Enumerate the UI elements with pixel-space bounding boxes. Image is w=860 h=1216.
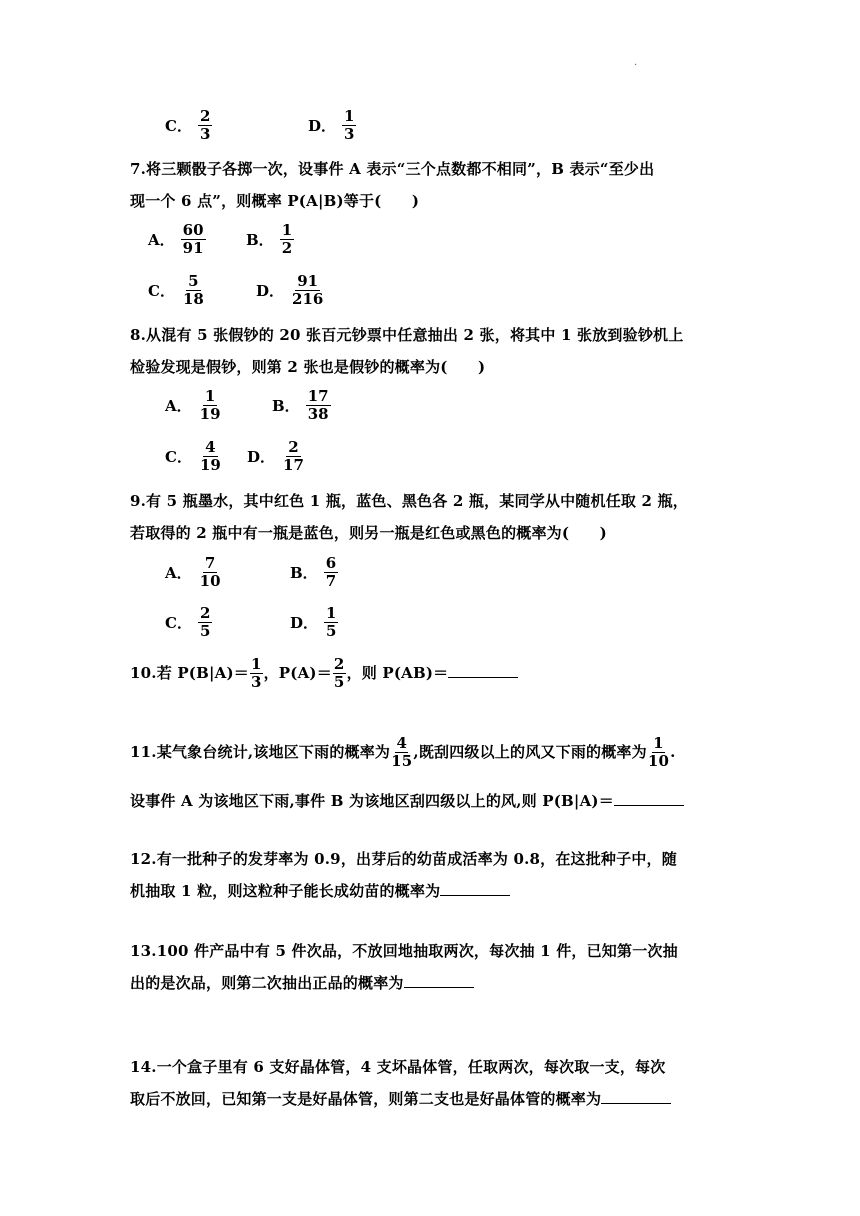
fraction: $\frac{6}{7}$ <box>325 554 337 591</box>
q13-text-line2: 出的是次品，则第二次抽出正品的概率为 <box>130 972 474 993</box>
q11-text-line2: 设事件 A 为该地区下雨,事件 B 为该地区刮四级以上的风,则 P(B|A)＝ <box>130 790 684 811</box>
q11-text-line1: 11.某气象台统计,该地区下雨的概率为 $\frac{4}{15}$ ,既刮四级以上的风又下雨的概率为 $\frac{1}{10}$ . <box>130 734 676 771</box>
answer-blank[interactable] <box>440 881 510 896</box>
fraction: $\frac{2}{3}$ <box>199 107 211 144</box>
q7-option-c: C． $\frac{5}{18}$ <box>148 272 204 309</box>
q7-option-a: A． $\frac{60}{91}$ <box>148 221 204 258</box>
fraction: $\frac{2}{5}$ <box>199 604 211 641</box>
fraction: $\frac{1}{5}$ <box>326 604 337 641</box>
q8-option-b: B． $\frac{17}{38}$ <box>272 387 329 424</box>
q14-text-line2: 取后不放回，已知第一支是好晶体管，则第二支也是好晶体管的概率为 <box>130 1088 671 1109</box>
answer-blank[interactable] <box>404 973 474 988</box>
q7-option-b: B． $\frac{1}{2}$ <box>246 221 293 258</box>
q8-option-c: C． $\frac{4}{19}$ <box>165 438 221 475</box>
fraction: $\frac{1}{3}$ <box>344 107 355 144</box>
answer-blank[interactable] <box>448 663 518 678</box>
fraction: $\frac{4}{15}$ <box>391 734 413 771</box>
q9-option-c: C． $\frac{2}{5}$ <box>165 604 211 641</box>
q8-text-line1: 8.从混有 5 张假钞的 20 张百元钞票中任意抽出 2 张，将其中 1 张放到验钞机上 <box>130 326 684 344</box>
q6-option-c: C． $\frac{2}{3}$ <box>165 107 211 144</box>
q9-option-a: A． $\frac{7}{10}$ <box>165 554 221 591</box>
q9-text-line2: 若取得的 2 瓶中有一瓶是蓝色，则另一瓶是红色或黑色的概率为( ) <box>130 524 607 542</box>
q6-option-d: D． $\frac{1}{3}$ <box>308 107 355 144</box>
fraction: $\frac{60}{91}$ <box>182 221 204 258</box>
q14-text-line1: 14.一个盒子里有 6 支好晶体管，4 支坏晶体管，任取两次，每次取一支，每次 <box>130 1058 666 1076</box>
answer-blank[interactable] <box>601 1089 671 1104</box>
q7-option-d: D． $\frac{91}{216}$ <box>256 272 324 309</box>
q7-text-line2: 现一个 6 点”，则概率 P(A|B)等于( ) <box>130 192 420 210</box>
q9-option-b: B． $\frac{6}{7}$ <box>290 554 337 591</box>
fraction: $\frac{4}{19}$ <box>199 438 221 475</box>
q10-text: 10.若 P(B|A)＝ $\frac{1}{3}$ ，P(A)＝ $\frac{2}{5}$ ，则 P(AB)＝ <box>130 656 518 692</box>
q8-option-a: A． $\frac{1}{19}$ <box>165 387 221 424</box>
q8-option-d: D． $\frac{2}{17}$ <box>247 438 304 475</box>
fraction: $\frac{1}{10}$ <box>647 734 670 771</box>
q7-text-line1: 7.将三颗骰子各掷一次，设事件 A 表示“三个点数都不相同”，B 表示“至少出 <box>130 160 655 178</box>
fraction: $\frac{5}{18}$ <box>182 272 204 309</box>
fraction: $\frac{1}{19}$ <box>199 387 221 424</box>
answer-blank[interactable] <box>614 791 684 806</box>
fraction: $\frac{1}{2}$ <box>281 221 293 258</box>
corner-mark: · <box>634 60 638 71</box>
fraction: $\frac{2}{5}$ <box>333 655 345 692</box>
q12-text-line1: 12.有一批种子的发芽率为 0.9，出芽后的幼苗成活率为 0.8，在这批种子中，随 <box>130 850 677 868</box>
q12-text-line2: 机抽取 1 粒，则这粒种子能长成幼苗的概率为 <box>130 880 510 901</box>
fraction: $\frac{91}{216}$ <box>292 272 324 309</box>
fraction: $\frac{1}{3}$ <box>250 655 262 692</box>
fraction: $\frac{17}{38}$ <box>307 387 329 424</box>
fraction: $\frac{7}{10}$ <box>199 554 221 591</box>
fraction: $\frac{2}{17}$ <box>283 438 304 475</box>
q9-text-line1: 9.有 5 瓶墨水，其中红色 1 瓶，蓝色、黑色各 2 瓶，某同学从中随机任取 2 瓶， <box>130 492 688 510</box>
q8-text-line2: 检验发现是假钞，则第 2 张也是假钞的概率为( ) <box>130 358 486 376</box>
q9-option-d: D． $\frac{1}{5}$ <box>290 604 337 641</box>
q13-text-line1: 13.100 件产品中有 5 件次品，不放回地抽取两次，每次抽 1 件，已知第一次抽 <box>130 942 678 960</box>
